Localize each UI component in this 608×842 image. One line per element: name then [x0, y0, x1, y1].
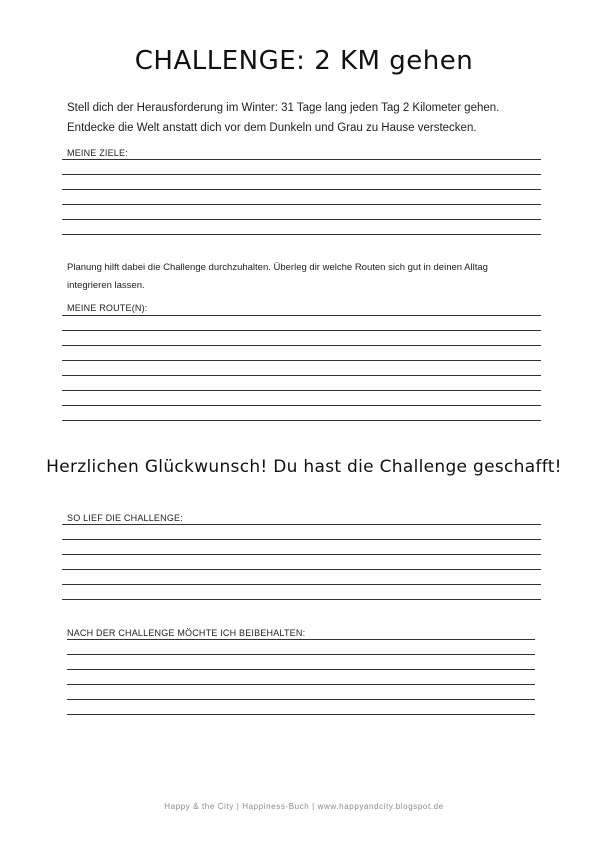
writing-line[interactable]	[67, 639, 535, 640]
intro-text	[67, 98, 547, 138]
writing-line[interactable]	[67, 654, 535, 655]
writing-line[interactable]	[67, 714, 535, 715]
page-title: CHALLENGE: 2 KM gehen	[134, 46, 474, 76]
planning-note	[67, 259, 547, 295]
planning-note-line-2: integrieren lassen.	[67, 280, 145, 291]
congrats-heading: Herzlichen Glückwunsch! Du hast die Challenge geschafft!	[46, 457, 562, 477]
writing-line[interactable]	[62, 539, 541, 540]
writing-line[interactable]	[62, 584, 541, 585]
writing-line[interactable]	[62, 360, 541, 361]
result-label: SO LIEF DIE CHALLENGE:	[67, 513, 183, 523]
writing-line[interactable]	[62, 315, 541, 316]
writing-line[interactable]	[62, 554, 541, 555]
writing-line[interactable]	[62, 405, 541, 406]
writing-line[interactable]	[62, 569, 541, 570]
writing-line[interactable]	[62, 345, 541, 346]
planning-note-line-1: Planung hilft dabei die Challenge durchzuhalten. Überleg dir welche Routen sich gut in deinen Alltag	[67, 262, 488, 273]
writing-line[interactable]	[67, 669, 535, 670]
routes-writing-lines[interactable]	[62, 315, 541, 435]
keep-label: NACH DER CHALLENGE MÖCHTE ICH BEIBEHALTEN:	[67, 628, 306, 638]
writing-line[interactable]	[62, 159, 541, 160]
goals-writing-lines[interactable]	[62, 159, 541, 249]
intro-line-1: Stell dich der Herausforderung im Winter: 31 Tage lang jeden Tag 2 Kilometer gehen.	[67, 102, 500, 114]
writing-line[interactable]	[67, 699, 535, 700]
writing-line[interactable]	[62, 219, 541, 220]
routes-label: MEINE ROUTE(N):	[67, 303, 148, 313]
intro-line-2: Entdecke die Welt anstatt dich vor dem Dunkeln und Grau zu Hause verstecken.	[67, 122, 477, 134]
writing-line[interactable]	[62, 234, 541, 235]
writing-line[interactable]	[62, 375, 541, 376]
writing-line[interactable]	[62, 524, 541, 525]
result-writing-lines[interactable]	[62, 524, 541, 614]
writing-line[interactable]	[62, 189, 541, 190]
goals-label: MEINE ZIELE:	[67, 148, 128, 158]
writing-line[interactable]	[62, 390, 541, 391]
writing-line[interactable]	[62, 204, 541, 205]
writing-line[interactable]	[62, 420, 541, 421]
footer-credit: Happy & the City | Happiness-Buch | www.happyandcity.blogspot.de	[164, 802, 444, 811]
writing-line[interactable]	[62, 174, 541, 175]
keep-writing-lines[interactable]	[67, 639, 535, 729]
writing-line[interactable]	[62, 330, 541, 331]
writing-line[interactable]	[62, 599, 541, 600]
writing-line[interactable]	[67, 684, 535, 685]
